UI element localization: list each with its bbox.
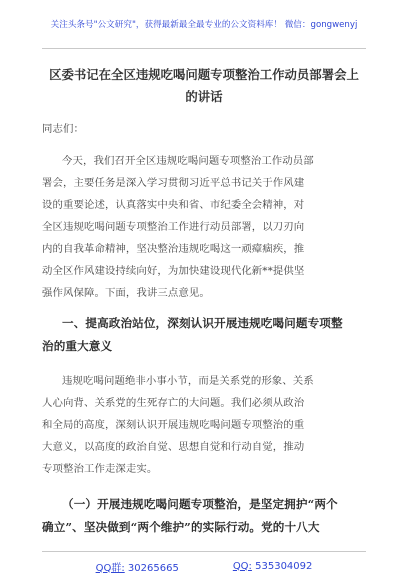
paragraph-line: 强作风保障。下面，我讲三点意见。 (42, 287, 210, 299)
header-banner-text: 关注头条号"公文研究"，获得最新最全最专业的公文资料库！ 微信：gongwenyj (50, 20, 358, 30)
footer-qq-group-number: 30265665 (127, 562, 179, 574)
footer-qq (233, 561, 313, 572)
paragraph-line: 动全区作风建设持续向好，为加快建设现代化新**提供坚 (42, 265, 305, 277)
paragraph-line: 署会，主要任务是深入学习贯彻习近平总书记关于作风建 (42, 177, 305, 189)
paragraph-line: 大意义，以高度的政治自觉、思想自觉和行动自觉，推动 (42, 441, 305, 453)
paragraph-line: 专项整治工作走深走实。 (42, 463, 158, 475)
footer-qq-label: QQ: (232, 560, 252, 572)
section-heading-line: 治的重大意义 (42, 339, 113, 353)
paragraph-line: 人心向背、关系党的生死存亡的大问题。我们必须从政治 (42, 397, 305, 409)
paragraph-line: 设的重要论述，认真落实中央和省、市纪委全会精神，对 (42, 199, 305, 211)
paragraph-line: 内的自我革命精神，坚决整治违规吃喝这一顽瘴痼疾，推 (42, 243, 305, 255)
section-heading-line: 一、提高政治站位，深刻认识开展违规吃喝问题专项整 (62, 316, 343, 330)
header-divider (42, 48, 366, 49)
footer-divider (42, 551, 366, 552)
footer-qq-group-label: QQ群: (95, 562, 125, 574)
paragraph-line: 违规吃喝问题绝非小事小节，而是关系党的形象、关系 (62, 375, 314, 387)
salutation: 同志们： (42, 123, 84, 135)
subheading-line: 确立”、坚决做到“两个维护”的实际行动。党的十八大 (42, 520, 320, 534)
document-title (40, 64, 368, 108)
footer (0, 556, 408, 576)
paragraph-line: 今天，我们召开全区违规吃喝问题专项整治工作动员部 (62, 155, 314, 167)
footer-qq-number: 535304092 (255, 560, 313, 572)
document-title-line: 的讲话 (185, 89, 223, 104)
paragraph-line: 全区违规吃喝问题专项整治工作进行动员部署，以刀刃向 (42, 221, 305, 233)
paragraph-line: 和全局的高度，深刻认识开展违规吃喝问题专项整治的重 (42, 419, 305, 431)
document-title-line: 区委书记在全区违规吃喝问题专项整治工作动员部署会上 (49, 67, 359, 82)
footer-qq-group (96, 559, 179, 574)
header-banner (0, 0, 408, 48)
subheading-line: （一）开展违规吃喝问题专项整治，是坚定拥护“两个 (62, 497, 338, 511)
